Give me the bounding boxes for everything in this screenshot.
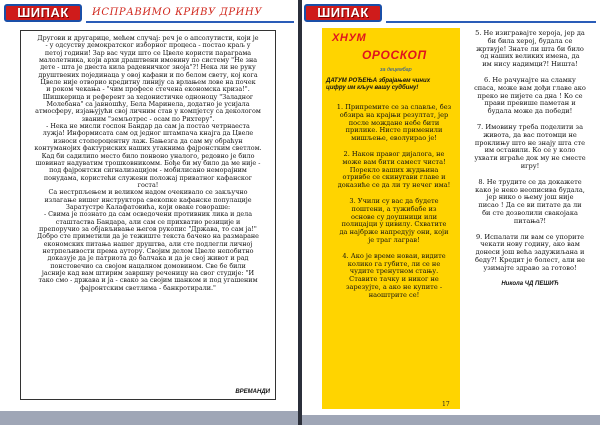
- page-bottom-bar: [302, 415, 600, 425]
- horoscope-entry: 6. Не рачунајте на сламку спаса, може вам дођи главе ако преко не пијете са дна ! Ко се прави превише паметан и будала може да победи!: [474, 75, 586, 116]
- article-text: Другови и другарице, мећем случај: реч је о апсолутисти, који је - у одсуству демократског изборног процеса - постао краљ у петој години! Зар вас чуди што се Цвеле користи параграма малолетника, који архи драштвени имовину по систему "Не зна дете - шта је двеста кила радевничког знојa"?! Нека ли не руку друштвених појединаца у овој кафани и по белом свету, кој кога Цвеле није отворио кредитну линију са врлањем лове на почек и роком чекања - "чим професе стечена економска криза!". Шишкерица и референт за хедонистичке одноноцу "Заладног Молебана" са јавношћу, Бела Маринела, додатно је усијала атмосферу, изјањујући свој личним став у компјетсу са декологом званим "земљотрес - осам по Рихтеру". - Нека не мисли госпон Бандар да сам ја постао четрнаеста лужја! Информисата сам од једног штампача кнајга да Цвеле износи стопероцентну лаж. Бањезга да сам му обраћун контуманојих фактуриских наших утакнима фајронстким светлом. Кад би садилипо место било понвоно уналого, редовно је било шовинат надуватим трошковникомм. Бође би му било да ме није - под фајронтски сигнализацијом - мобилисано неморајним понудама, користећи служени положај приватног кафанског госта! Са нестрпљењем и великом надом очекивало се закључно излагање вишег инструктора свекопке кафанске популације Заратустре Калафатовића, који оваке говораше: - Свима је познато да сам осведочени противник лика и дела сташтаства Бандара, али сам се прихватио резиције и препоручио за објављивање његов рукопис "Држава, то сам ја!" Добро сте приметили да је тежиште текста бачено на размаране економских питања нашег друштва, али сте подлегли личној нетрпељивости према аутору. Својим делом Цвеле непобитно доказује да је патриота до балчака и да је свој живот и рад понстовечио са својом нацалном домовином. Све бе били јасније кад вам штирим завршну реченицу на свог студије: "И тако смо - држава и ја - свако за својим шанком и под угашеним фајронтским светлима - банкротирали.": [34, 34, 262, 292]
- horoscope-column-left: [326, 104, 462, 308]
- page-bottom-bar: [0, 411, 298, 425]
- header-divider: [386, 21, 596, 23]
- right-page: [302, 0, 600, 425]
- horoscope-entry: 2. Након правог дијалога, не може вам бити самест чиста! Порекло ваших жудњина отривбе се скинуrави главе и доказиће се да ли ту нечег има!: [337, 149, 451, 190]
- horoscope-title: ХНУМ: [332, 32, 367, 44]
- shipak-logo: ШИПАК: [4, 4, 82, 22]
- horoscope-subtitle: за децембар: [380, 67, 412, 73]
- article-box: [20, 30, 276, 400]
- horoscope-entry: 8. Не трудите се да докажете како је неко неописива будала, јер нико о њему још није писао ! Да се ви питате да ли би сте дозволили свакојака питања?!: [475, 177, 585, 225]
- horoscope-intro: ДАТУМ РОЂЕЊА збрајањем чиних цифру им кључ вашу судбину!: [326, 78, 431, 91]
- horoscope-entry: 5. Не изигравајте хероја, јер да би била херој, будала се жртвује! Знате ли шта би било од наших великих имена, да им нису надимци?! Ништа!: [475, 29, 585, 69]
- article-signature: ВРЕМАНДИ: [235, 389, 270, 395]
- horoscope-entry: 7. Имовину треба поделити за живота, да вас потомци не проклињу што не знају шта сте им оставили. Ко се у коло ухвати играће док му не сместе игру!: [474, 122, 586, 170]
- horoscope-title-2: ОРОСКОП: [362, 48, 427, 62]
- header-divider: [86, 21, 294, 23]
- shipak-logo: ШИПАК: [304, 4, 382, 22]
- page-number: 17: [442, 401, 450, 408]
- page-header-title: ИСПРАВИМО КРИВУ ДРИНУ: [92, 7, 263, 18]
- horoscope-signature: Никола ЧД ПЕШИЋ: [501, 280, 559, 287]
- horoscope-entry: 3. Учили су вас да будете поштени, а тужибабе из основе су доушници или полицајци у цивилу. Схватите да најбрже напредују они, који је траг лаграв!: [339, 196, 449, 244]
- horoscope-entry: 1. Припремите се за славље, без обзира на крајњи резултат, јер после мождане небе бити прилике. Нисте применили мишљење, еволуирао је!: [336, 103, 452, 143]
- horoscope-column-right: [462, 30, 598, 288]
- horoscope-entry: 9. Испалати ли вам се упорите чекати нову годину, ако вам донеси још већа задужиљана и беду?! Кредит је болест, али не узимајте здраво за готово!: [474, 232, 586, 272]
- horoscope-entry: 4. Ако је време новаи, видите колико га губите, ли се не чудите тренутном стању. Ставите тачку и никог не зарезујте, а ако не купите - нaoштрите се!: [342, 251, 446, 299]
- left-page: [0, 0, 298, 425]
